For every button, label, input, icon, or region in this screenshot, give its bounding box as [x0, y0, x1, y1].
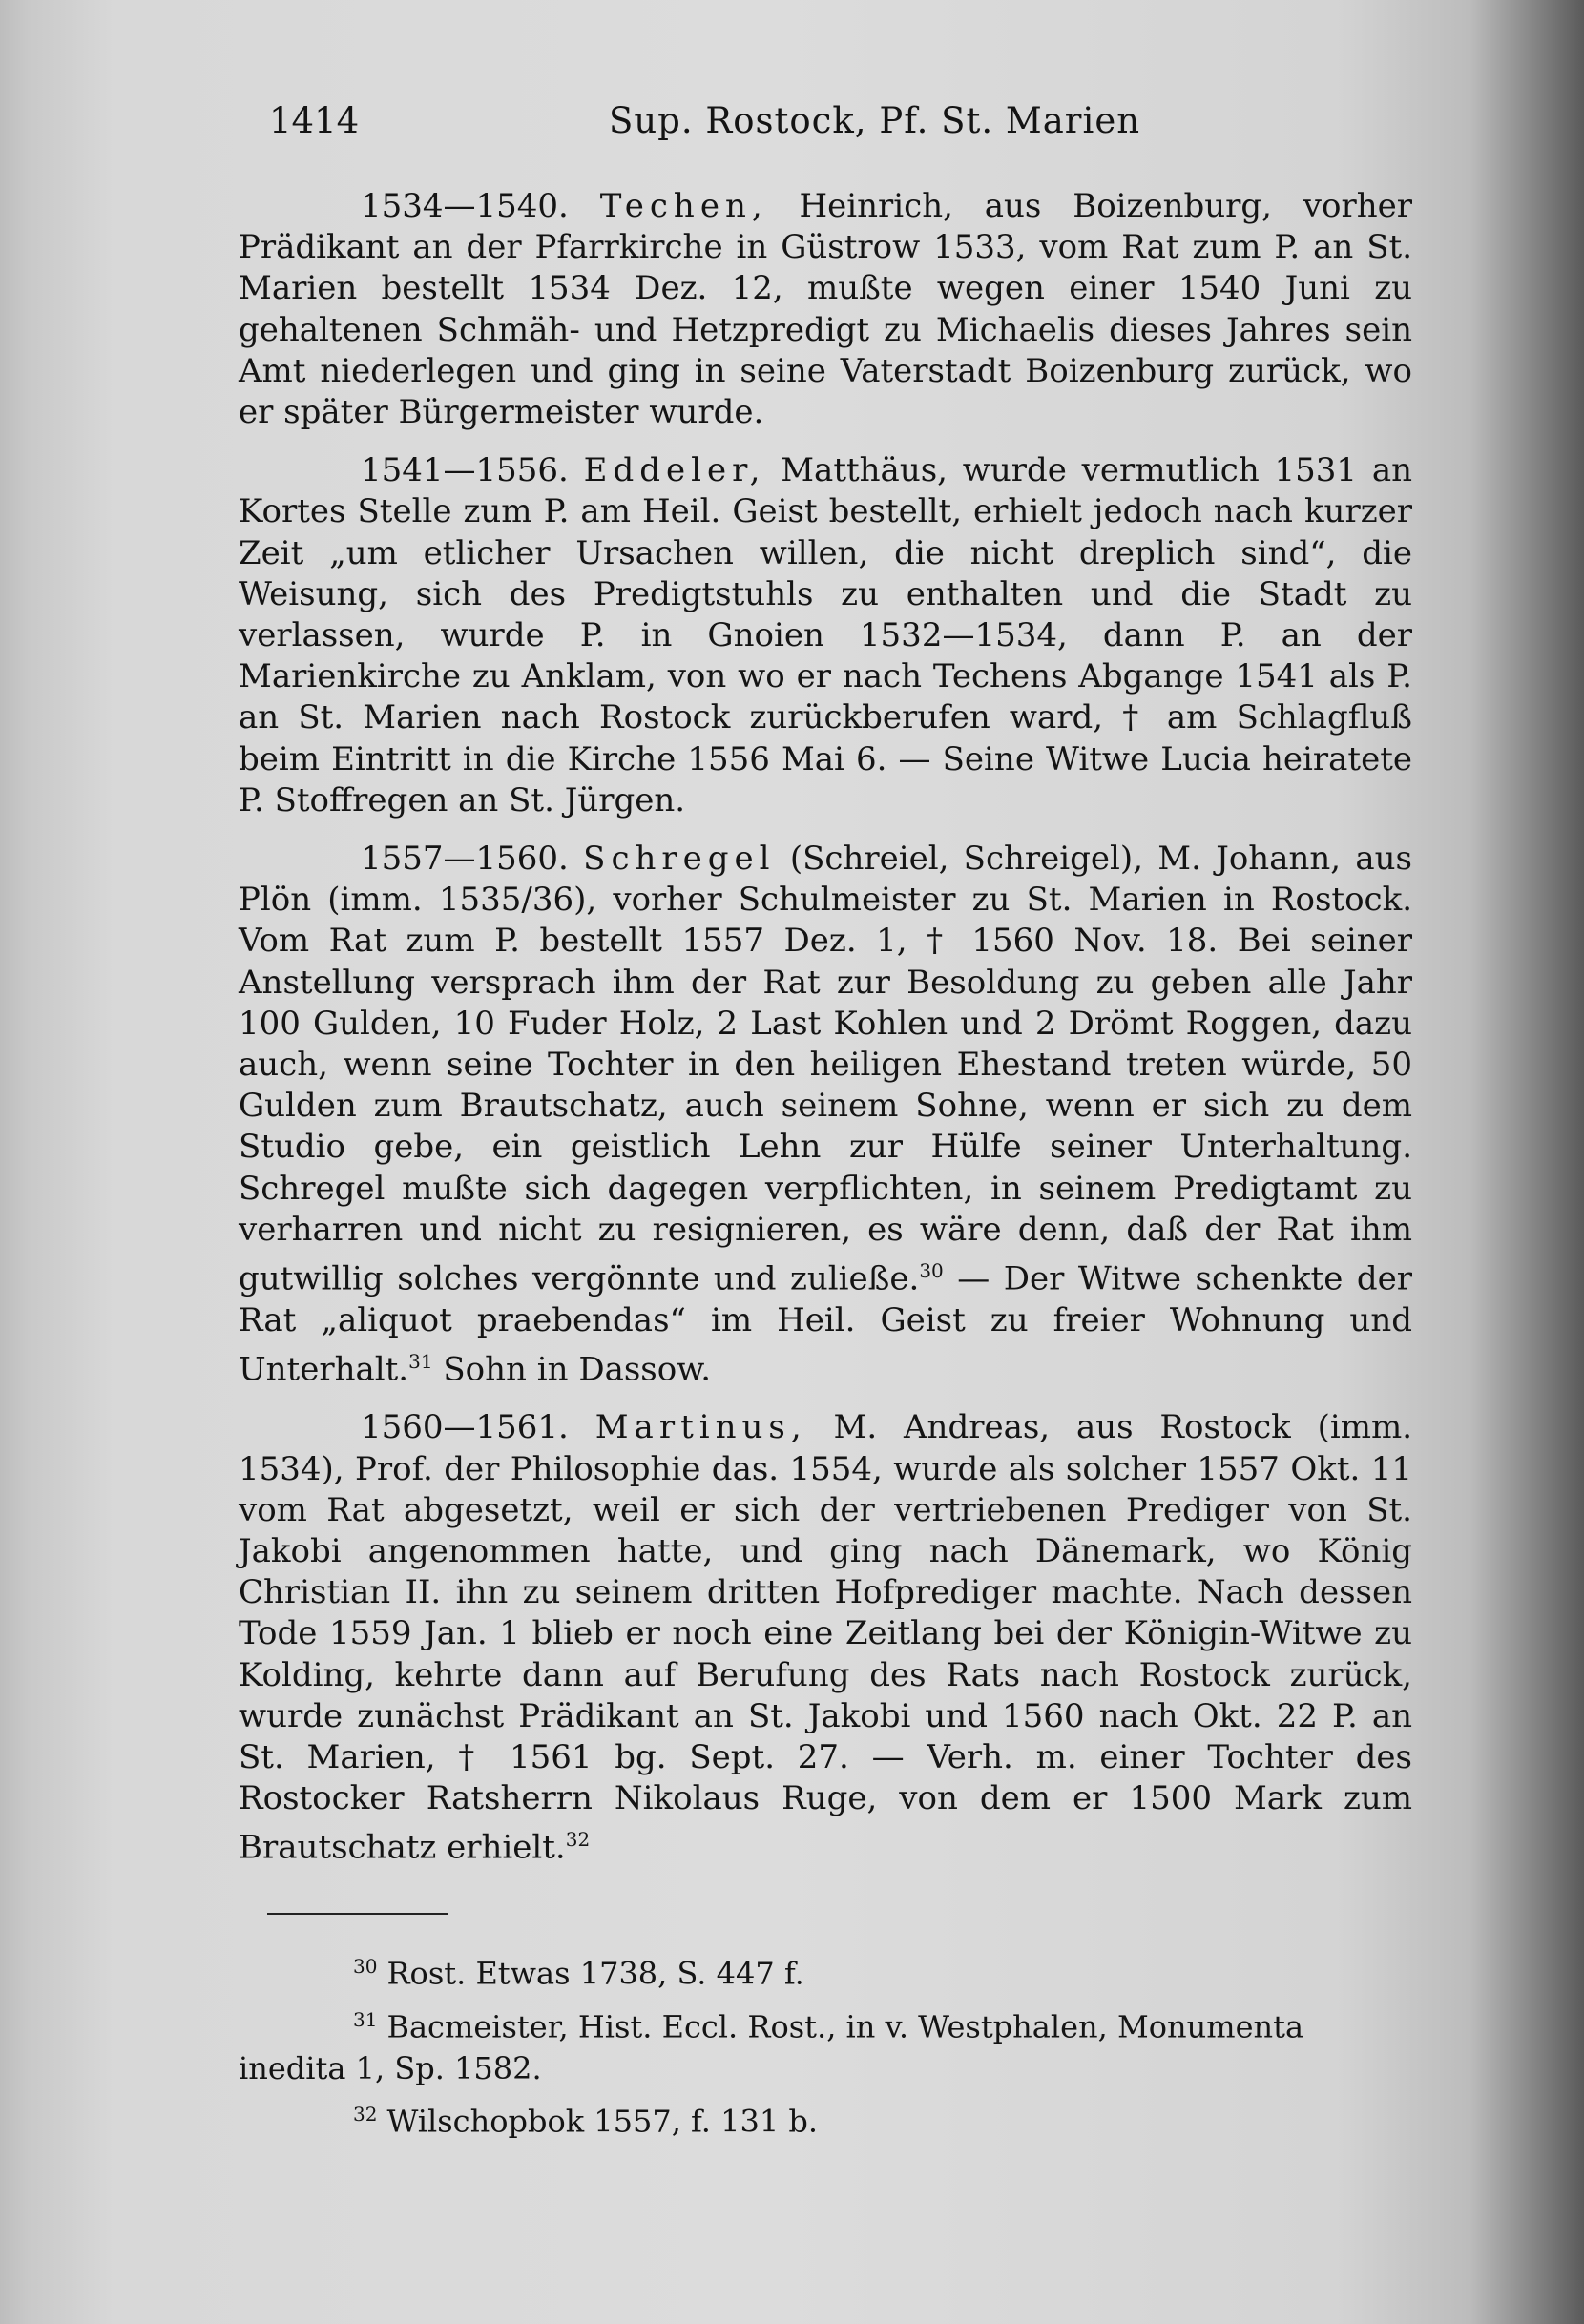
- entry-dates: 1541—1556.: [361, 451, 569, 490]
- entry-text: Heinrich, aus Boizenburg, vorher Prädikant an der Pfarrkirche in Güstrow 1533, vom Rat zum P. an St. Marien bestellt 1534 Dez. 12, mußte wegen einer 1540 Juni zu gehaltenen Schmäh- und Hetzpredigt zu Michaelis dieses Jahres sein Amt niederlegen und ging in seine Vaterstadt Boizenburg zurück, wo er später Bürgermeister wurde.: [239, 187, 1412, 432]
- entry-text: Matthäus, wurde vermutlich 1531 an Kortes Stelle zum P. am Heil. Geist bestellt, erhielt jedoch nach kurzer Zeit „um etlicher Ursachen willen, die nicht dreplich sind“, die Weisung, sich des Predigtstuhls zu enthalten und die Stadt zu verlassen, wurde P. in Gnoien 1532—1534, dann P. an der Marienkirche zu Anklam, von wo er nach Techens Abgange 1541 als P. an St. Marien nach Rostock zurückberufen ward, † am Schlagfluß beim Eintritt in die Kirche 1556 Mai 6. — Seine Witwe Lucia heiratete P. Stoffregen an St. Jürgen.: [239, 451, 1412, 820]
- book-page: [239, 91, 1413, 2140]
- footnote: [239, 1945, 1412, 1995]
- footnote-reference: 32: [565, 1828, 591, 1852]
- footnotes: [239, 1945, 1412, 2147]
- footnote-text: Wilschopbok 1557, f. 131 b.: [386, 2103, 818, 2140]
- entry-schregel: [239, 839, 1412, 1390]
- footnote-reference: 31: [408, 1349, 433, 1373]
- footnote-text: Bacmeister, Hist. Eccl. Rost., in v. Westphalen, Monumenta inedita 1, Sp. 1582.: [239, 2008, 1304, 2087]
- footnote-text: Rost. Etwas 1738, S. 447 f.: [386, 1955, 804, 1992]
- footnote-number: 32: [353, 2103, 378, 2127]
- entry-text-continued: — Der Witwe schenkte der Rat „aliquot praebendas“ im Heil. Geist zu freier Wohnung und Unterhalt.: [239, 1259, 1412, 1389]
- entry-text: M. Andreas, aus Rostock (imm. 1534), Prof. der Philosophie das. 1554, wurde als solcher 1557 Okt. 11 vom Rat abgesetzt, weil er sich der vertriebenen Prediger von St. Jakobi angenommen hatte, und ging nach Dänemark, wo König Christian II. ihn zu seinem dritten Hofprediger machte. Nach dessen Tode 1559 Jan. 1 blieb er noch eine Zeitlang bei der Königin-Witwe zu Kolding, kehrte dann auf Berufung des Rats nach Rostock zurück, wurde zunächst Prädikant an St. Jakobi und 1560 nach Okt. 22 P. an St. Marien, † 1561 bg. Sept. 27. — Verh. m. einer Tochter des Rostocker Ratsherrn Nikolaus Ruge, von dem er 1500 Mark zum Brautschatz erhielt.: [239, 1408, 1413, 1867]
- entry-text-continued: Sohn in Dassow.: [432, 1350, 712, 1389]
- entry-dates: 1557—1560.: [361, 840, 569, 879]
- entry-martinus: [239, 1407, 1412, 1869]
- footnote: [239, 1999, 1412, 2090]
- entry-name: Techen,: [599, 187, 768, 225]
- entry-name: Schregel: [583, 840, 776, 879]
- entry-eddeler: [239, 450, 1412, 821]
- footnote-number: 31: [353, 2007, 378, 2031]
- entry-techen: [239, 186, 1412, 433]
- running-title: Sup. Rostock, Pf. St. Marien: [609, 100, 1141, 141]
- page-number: 1414: [269, 100, 360, 141]
- entry-dates: 1560—1561.: [361, 1408, 569, 1447]
- entry-dates: 1534—1540.: [361, 187, 569, 225]
- entry-text: (Schreiel, Schreigel), M. Johann, aus Plön (imm. 1535/36), vorher Schulmeister zu St. Marien in Rostock. Vom Rat zum P. bestellt 1557 Dez. 1, † 1560 Nov. 18. Bei seiner Anstellung versprach ihm der Rat zur Besoldung zu geben alle Jahr 100 Gulden, 10 Fuder Holz, 2 Last Kohlen und 2 Drömt Roggen, dazu auch, wenn seine Tochter in den heiligen Ehestand treten würde, 50 Gulden zum Brautschatz, auch seinem Sohne, wenn er sich zu dem Studio gebe, ein geistlich Lehn zur Hülfe seiner Unterhaltung. Schregel mußte sich dagegen verpflichten, in seinem Predigtamt zu verharren und nicht zu resignieren, es wäre denn, daß der Rat ihm gutwillig solches vergönnte und zuließe.: [239, 840, 1412, 1298]
- entry-name: Martinus,: [594, 1408, 807, 1447]
- footnote-number: 30: [353, 1955, 378, 1978]
- entry-name: Eddeler,: [583, 451, 766, 490]
- page-header: [239, 91, 1412, 157]
- footnote-reference: 30: [919, 1259, 944, 1283]
- page-body: [239, 186, 1412, 1886]
- footnote-divider: [267, 1913, 448, 1915]
- footnote: [239, 2093, 1412, 2143]
